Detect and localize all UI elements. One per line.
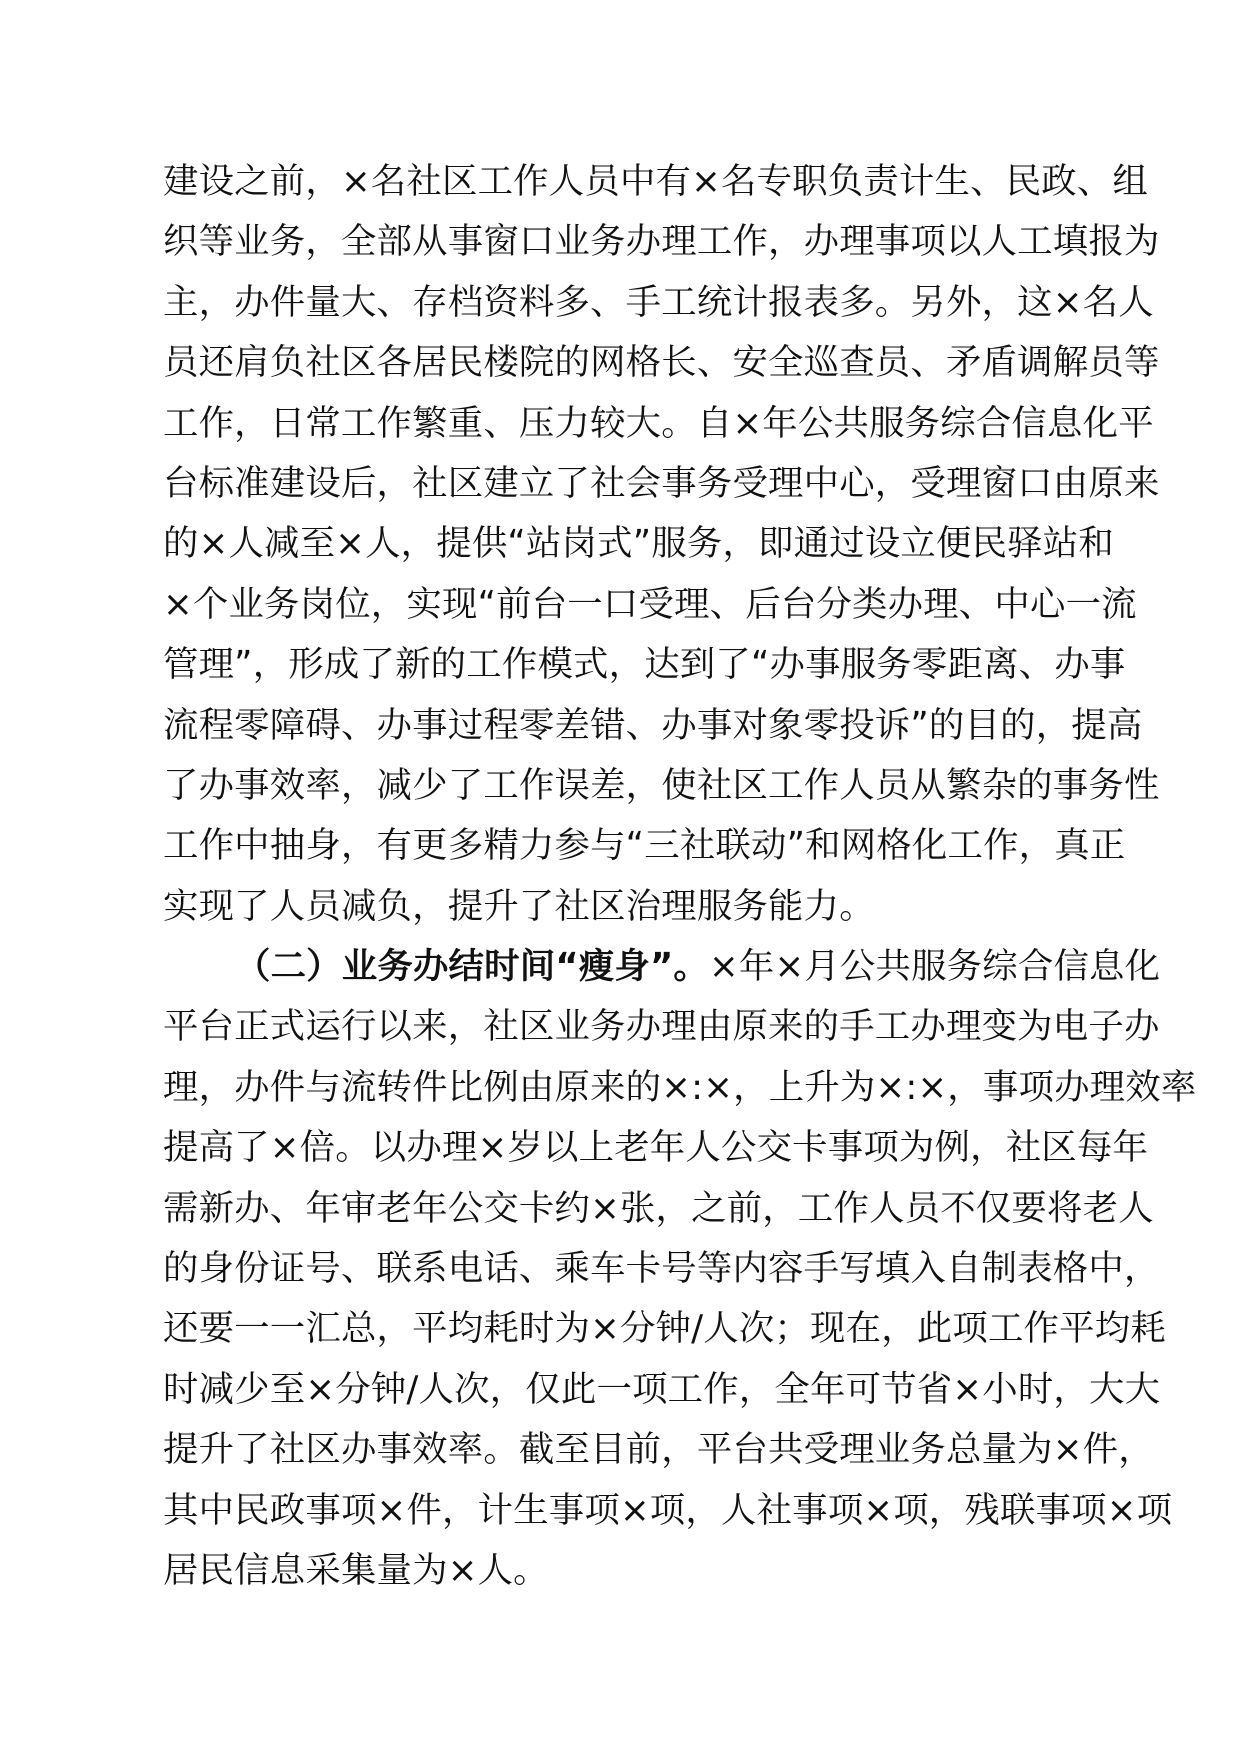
text-line: 需新办、年审老年公交卡约×张，之前，工作人员不仅要将老人	[163, 1187, 1154, 1229]
text-line: 主，办件量大、存档资料多、手工统计报表多。另外，这×名人	[163, 281, 1154, 323]
text-line: 流程零障碍、办事过程零差错、办事对象零投诉”的目的，提高	[163, 704, 1143, 746]
text-line: 织等业务，全部从事窗口业务办理工作，办理事项以人工填报为	[163, 221, 1160, 263]
text-line: 了办事效率，减少了工作误差，使社区工作人员从繁杂的事务性	[163, 764, 1160, 806]
paragraph-1	[163, 152, 1160, 937]
text-line: 时减少至×分钟/人次，仅此一项工作，全年可节省×小时，大大	[163, 1368, 1161, 1410]
text-line: 的×人减至×人，提供“站岗式”服务，即通过设立便民驿站和	[163, 523, 1114, 565]
text-line: 提升了社区办事效率。截至目前，平台共受理业务总量为×件，	[163, 1429, 1154, 1471]
text-line: ×个业务岗位，实现“前台一口受理、后台分类办理、中心一流	[163, 583, 1137, 625]
text-line: 其中民政事项×件，计生事项×项，人社事项×项，残联事项×项	[163, 1489, 1173, 1531]
text-line: 实现了人员减负，提升了社区治理服务能力。	[163, 885, 875, 927]
text-line: 台标准建设后，社区建立了社会事务受理中心，受理窗口由原来	[163, 462, 1160, 504]
text-line: 工作中抽身，有更多精力参与“三社联动”和网格化工作，真正	[163, 825, 1126, 867]
text-line: 提高了×倍。以办理×岁以上老年人公交卡事项为例，社区每年	[163, 1127, 1149, 1169]
text-line: 还要一一汇总，平均耗时为×分钟/人次；现在，此项工作平均耗	[163, 1308, 1166, 1350]
paragraph-2-first-line	[163, 937, 1161, 997]
text-line: 居民信息采集量为×人。	[163, 1549, 549, 1591]
text-line: 建设之前，×名社区工作人员中有×名专职负责计生、民政、组	[163, 161, 1149, 202]
text-line: 管理”，形成了新的工作模式，达到了“办事服务零距离、办事	[163, 644, 1126, 686]
text-segment: ×年×月公共服务综合信息化	[709, 946, 1161, 988]
text-line: 工作，日常工作繁重、压力较大。自×年公共服务综合信息化平	[163, 402, 1154, 444]
document-body	[163, 152, 1197, 1601]
text-line: 理，办件与流转件比例由原来的×:×，上升为×:×，事项办理效率	[163, 1066, 1197, 1108]
text-line: 的身份证号、联系电话、乘车卡号等内容手写填入自制表格中，	[163, 1248, 1160, 1290]
paragraph-2	[163, 937, 1197, 1601]
text-line: 平台正式运行以来，社区业务办理由原来的手工办理变为电子办	[163, 1006, 1160, 1048]
section-heading: （二）业务办结时间“瘦身”。	[235, 946, 710, 988]
text-line: 员还肩负社区各居民楼院的网格长、安全巡查员、矛盾调解员等	[163, 342, 1160, 384]
